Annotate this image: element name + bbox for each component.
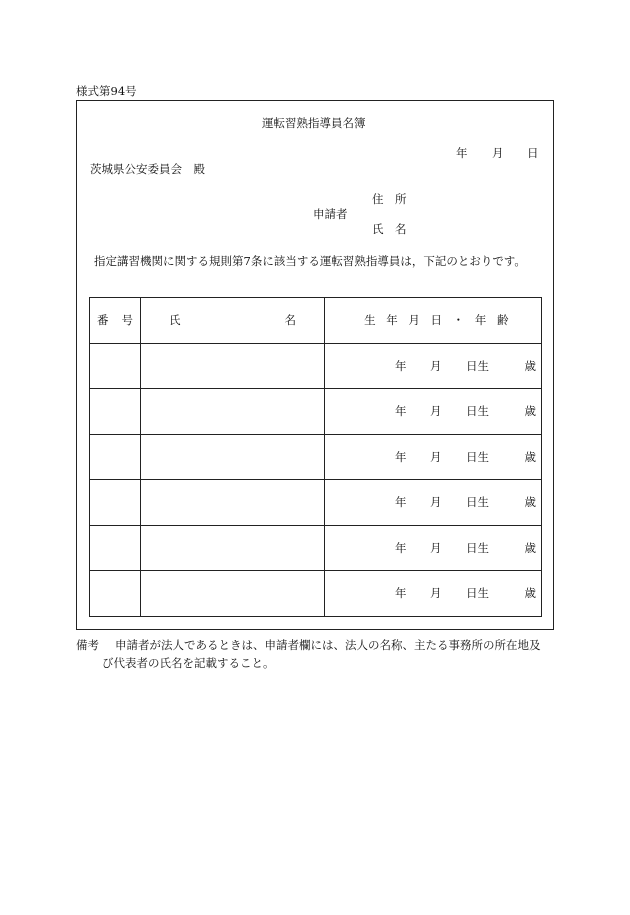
addressee: 茨城県公安委員会 殿 [90, 162, 205, 176]
birth-age-cell[interactable] [325, 434, 542, 480]
table-row [90, 525, 542, 571]
birth-age-cell[interactable] [325, 389, 542, 435]
applicant-label: 申請者 [313, 207, 348, 221]
birth-age-cell[interactable] [325, 343, 542, 389]
age-label: 歳 [524, 449, 536, 464]
table-row [90, 343, 542, 389]
table-row [90, 434, 542, 480]
age-label: 歳 [524, 404, 536, 419]
name-cell[interactable] [141, 525, 325, 571]
number-cell[interactable] [90, 480, 141, 526]
birth-month-label: 月 [430, 586, 442, 601]
header-number-char-2: 号 [121, 313, 133, 328]
birth-day-label: 日生 [466, 449, 489, 464]
name-cell[interactable] [141, 571, 325, 617]
birth-day-label: 日生 [466, 404, 489, 419]
birth-year-label: 年 [395, 586, 407, 601]
number-cell[interactable] [90, 434, 141, 480]
name-cell[interactable] [141, 343, 325, 389]
birth-year-label: 年 [395, 404, 407, 419]
birth-day-label: 日生 [466, 540, 489, 555]
age-label: 歳 [524, 495, 536, 510]
name-cell[interactable] [141, 480, 325, 526]
birth-day-label: 日生 [466, 586, 489, 601]
header-number [90, 298, 141, 344]
instructor-table [89, 297, 542, 617]
birth-year-label: 年 [395, 358, 407, 373]
table-row [90, 571, 542, 617]
age-label: 歳 [524, 586, 536, 601]
birth-age-cell[interactable] [325, 525, 542, 571]
birth-month-label: 月 [430, 449, 442, 464]
birth-age-cell[interactable] [325, 571, 542, 617]
birth-year-label: 年 [395, 449, 407, 464]
age-label: 歳 [524, 358, 536, 373]
name-label: 氏 名 [372, 222, 407, 236]
birth-year-label: 年 [395, 495, 407, 510]
birth-day-label: 日生 [466, 495, 489, 510]
remarks-line-1: 申請者が法人であるときは、申請者欄には、法人の名称、主たる事務所の所在地及 [115, 638, 541, 652]
name-cell[interactable] [141, 434, 325, 480]
birth-day-label: 日生 [466, 358, 489, 373]
statement-text: 指定講習機関に関する規則第7条に該当する運転習熟指導員は，下記のとおりです。 [94, 254, 526, 268]
birth-month-label: 月 [430, 404, 442, 419]
birth-month-label: 月 [430, 540, 442, 555]
date-day-label: 日 [527, 146, 539, 160]
number-cell[interactable] [90, 525, 141, 571]
age-label: 歳 [524, 540, 536, 555]
table-row [90, 480, 542, 526]
date-month-label: 月 [492, 146, 504, 160]
header-birth-age-text: 生 年 月 日 ・ 年 齢 [364, 313, 509, 328]
birth-month-label: 月 [430, 358, 442, 373]
birth-year-label: 年 [395, 540, 407, 555]
header-birth-age [325, 298, 542, 344]
form-title: 運転習熟指導員名簿 [262, 116, 366, 130]
address-label: 住 所 [372, 192, 407, 206]
table-row [90, 389, 542, 435]
header-name-char-2: 名 [284, 313, 296, 328]
birth-age-cell[interactable] [325, 480, 542, 526]
remarks-label: 備考 [76, 638, 99, 652]
remarks-line-2: び代表者の氏名を記載すること。 [102, 656, 275, 670]
number-cell[interactable] [90, 343, 141, 389]
header-name [141, 298, 325, 344]
header-number-char-1: 番 [97, 313, 109, 328]
number-cell[interactable] [90, 571, 141, 617]
birth-month-label: 月 [430, 495, 442, 510]
date-year-label: 年 [456, 146, 468, 160]
number-cell[interactable] [90, 389, 141, 435]
name-cell[interactable] [141, 389, 325, 435]
form-number: 様式第94号 [76, 84, 137, 98]
table-header-row [90, 298, 542, 344]
header-name-char-1: 氏 [169, 313, 181, 328]
